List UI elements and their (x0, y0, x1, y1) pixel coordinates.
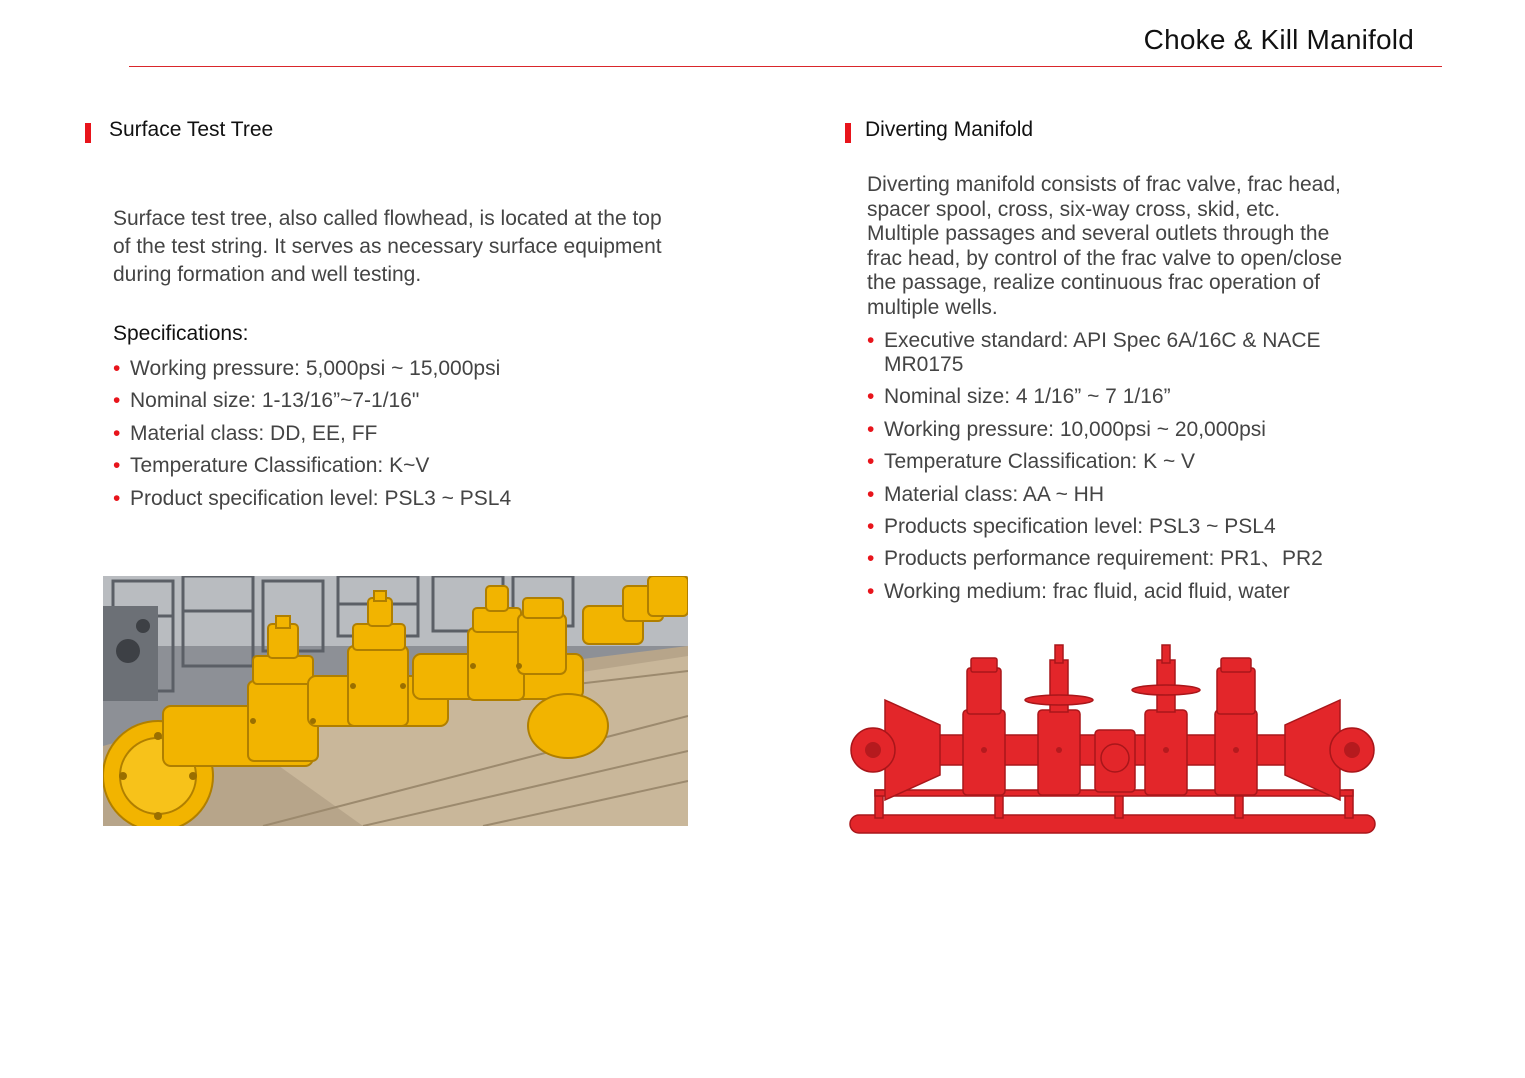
diverting-manifold-photo (845, 640, 1380, 840)
spec-item: • Temperature Classification: K ~ V (867, 450, 1337, 474)
spec-item: • Nominal size: 1-13/16”~7-1/16" (113, 387, 713, 415)
section-heading-label: Surface Test Tree (109, 118, 274, 141)
spec-item: • Products performance requirement: PR1、PR2 (867, 547, 1337, 571)
heading-accent-bar (85, 123, 91, 143)
spec-item: • Working pressure: 10,000psi ~ 20,000psi (867, 418, 1337, 442)
spec-item: • Material class: AA ~ HH (867, 483, 1337, 507)
heading-accent-bar (845, 123, 851, 143)
header-divider (129, 66, 1442, 67)
red-manifold-illustration (845, 640, 1380, 840)
section-heading-label: Diverting Manifold (865, 118, 1034, 141)
page-title: Choke & Kill Manifold (1143, 24, 1414, 55)
spec-item: • Working pressure: 5,000psi ~ 15,000psi (113, 355, 713, 383)
diverting-manifold-description: Diverting manifold consists of frac valve, frac head, spacer spool, cross, six-way cross, skid, etc. Multiple passages and several outlets through the frac head, by control of the frac valve to open/close the passage, realize continuous frac operation of multiple wells. (867, 173, 1343, 319)
spec-item: • Products specification level: PSL3 ~ PSL4 (867, 515, 1337, 539)
yellow-valves-illustration (103, 576, 688, 826)
spec-item: • Working medium: frac fluid, acid fluid, water (867, 580, 1337, 604)
spec-item: • Executive standard: API Spec 6A/16C & NACE MR0175 (867, 329, 1337, 377)
spec-item: • Temperature Classification: K~V (113, 452, 713, 480)
diverting-manifold-spec-list (867, 329, 1337, 612)
spec-item: • Product specification level: PSL3 ~ PSL4 (113, 485, 713, 513)
surface-test-tree-description: Surface test tree, also called flowhead, is located at the top of the test string. It serves as necessary surface equipment during formation and well testing. (113, 207, 662, 286)
spec-item: • Nominal size: 4 1/16” ~ 7 1/16” (867, 385, 1337, 409)
specifications-title: Specifications: (113, 322, 249, 345)
surface-test-tree-photo (103, 576, 688, 826)
surface-test-tree-spec-list (113, 355, 713, 517)
spec-item: • Material class: DD, EE, FF (113, 420, 713, 448)
